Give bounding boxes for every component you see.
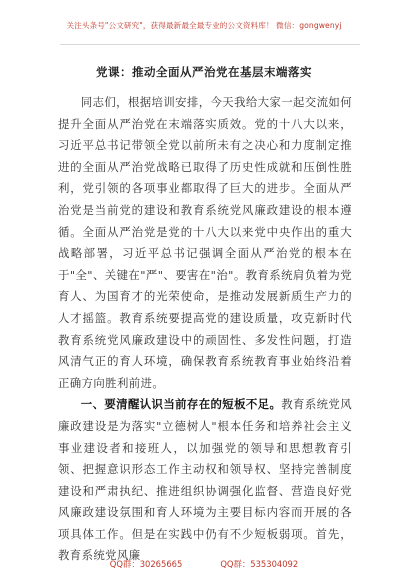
section-heading: 一、要清醒认识当前存在的短板不足。	[80, 397, 282, 412]
document-title: 党课：推动全面从严治党在基层末端落实	[96, 65, 312, 79]
document-body	[58, 92, 352, 567]
footer-qq-group-1: QQ群：30265665	[109, 559, 183, 569]
header-divider	[60, 44, 360, 45]
section-text: 教育系统党风廉政建设是为落实"立德树人"根本任务和培养社会主义事业建设者和接班人，以加强党的领导和思想教育引领、把握意识形态工作主动权和领导权、坚持完善制度建设和严肃执纪、推进组织协调强化监督、营造良好党风廉政建设氛围和育人环境为主要目标内容而开展的各项具体工作。但是在实践中仍有不少短板弱项。首先，教育系统党风廉	[58, 397, 352, 563]
paragraph-section-1	[58, 394, 352, 567]
paragraph-intro: 同志们，根据培训安排，今天我给大家一起交流如何提升全面从严治党在末端落实质效。党的十八大以来，习近平总书记带领全党以前所未有之决心和力度制定推进的全面从严治党战略已取得了历史性成就和压倒性胜利，党引领的各项事业都取得了巨大的进步。全面从严治党是当前党的建设和教育系统党风廉政建设的根本遵循。全面从严治党是党的十八大以来党中央作出的重大战略部署，习近平总书记强调全面从严治党的根本在于"全"、关键在"严"、要害在"治"。教育系统肩负着为党育人、为国育才的光荣使命，是推动发展新质生产力的人才摇篮。教育系统要提高党的建设质量，攻克新时代教育系统党风廉政建设中的顽固性、多发性问题，打造风清气正的育人环境，确保教育系统教育事业始终沿着正确方向胜利前进。	[58, 95, 352, 390]
footer-qq-group-2: QQ群：535304092	[220, 559, 299, 569]
footer	[0, 558, 408, 570]
header-banner: 关注头条号"公文研究"，获得最新最全最专业的公文资料库！ 微信：gongwenyj	[66, 21, 342, 30]
